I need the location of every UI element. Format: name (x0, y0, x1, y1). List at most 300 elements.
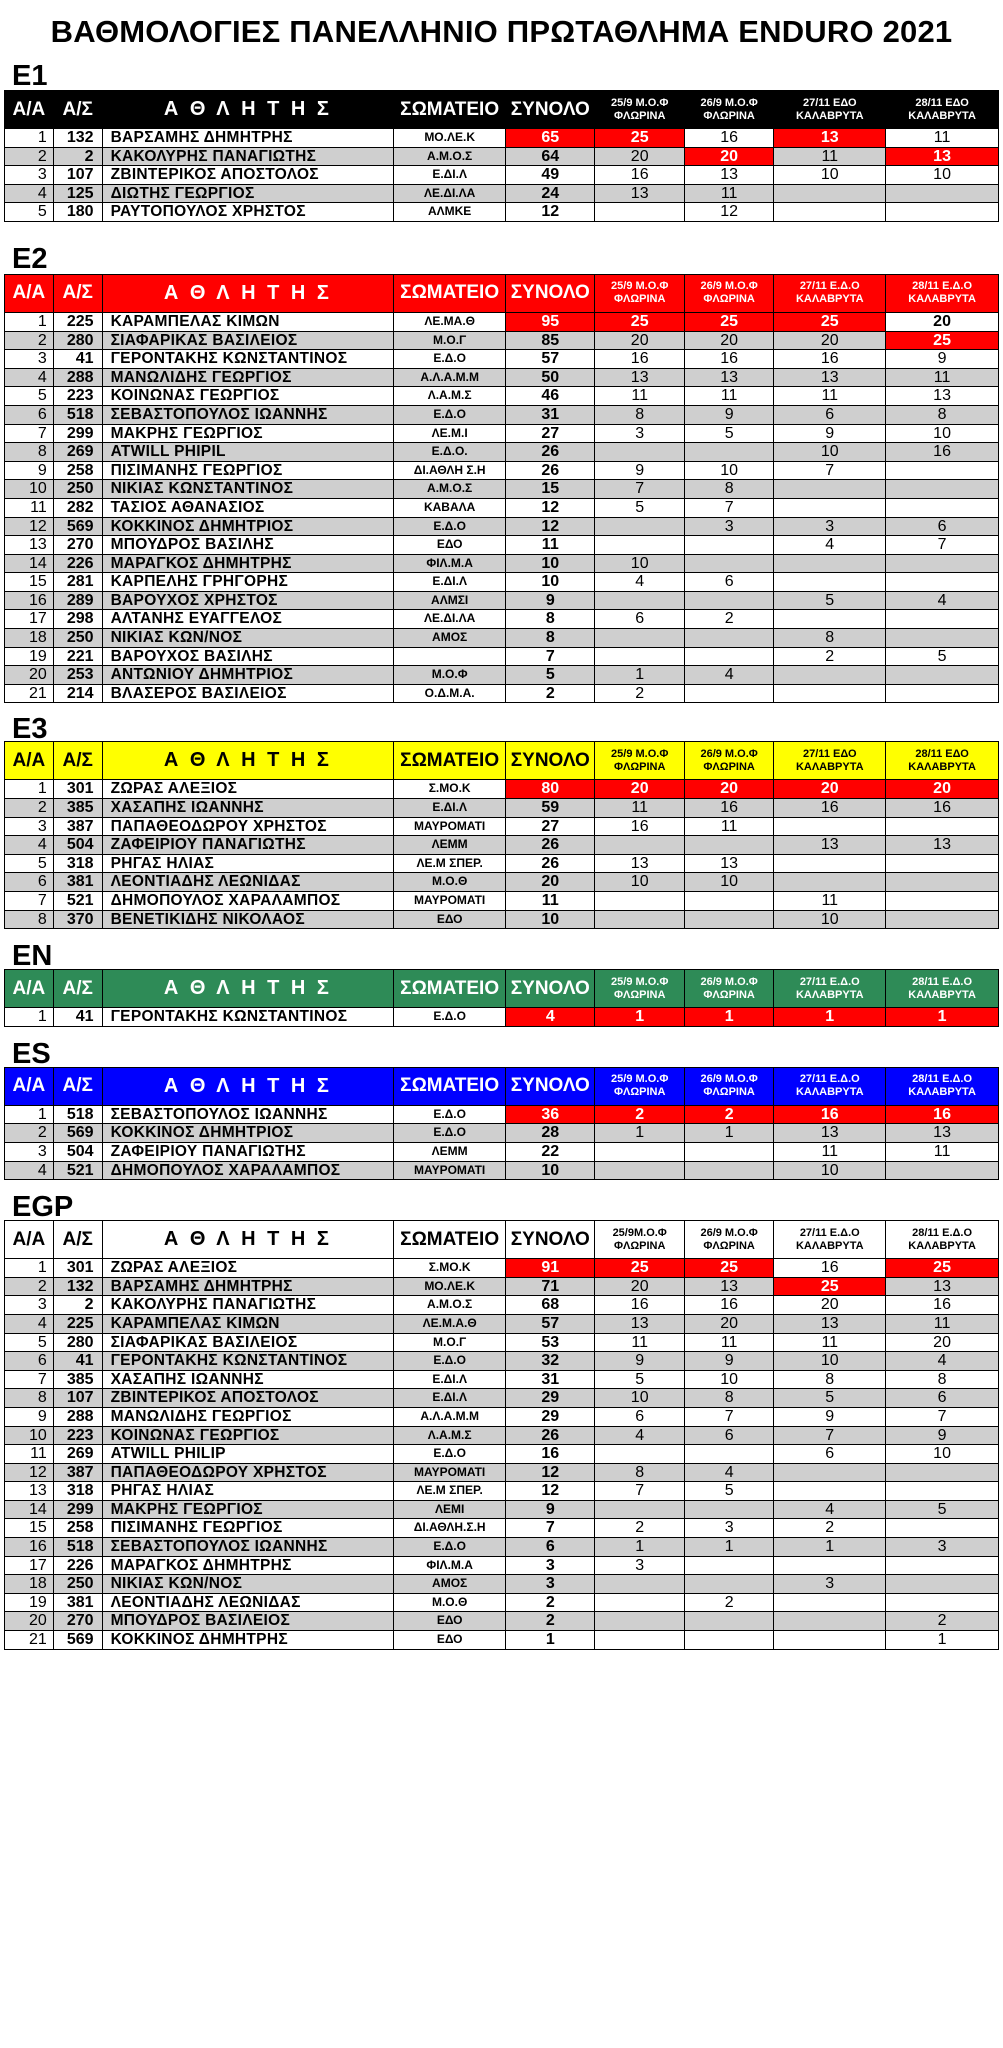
points-race-3 (774, 1631, 886, 1650)
table-row (5, 387, 999, 406)
points-race-4: 25 (886, 331, 999, 350)
rider-name: ΜΑΝΩΛΙΔΗΣ ΓΕΩΡΓΙΟΣ (102, 368, 394, 387)
points-race-1 (595, 203, 684, 222)
points-race-2 (684, 1161, 773, 1180)
points-race-1: 3 (595, 1556, 684, 1575)
points-race-1: 3 (595, 424, 684, 443)
points-race-1: 16 (595, 350, 684, 369)
points-race-2 (684, 591, 773, 610)
row-index: 15 (5, 1519, 54, 1538)
rider-name: ΧΑΣΑΠΗΣ ΙΩΑΝΝΗΣ (102, 1370, 394, 1389)
column-header: 28/11 ΕΔΟ ΚΑΛΑΒΡΥΤΑ (886, 742, 999, 780)
rider-name: ΓΕΡΟΝΤΑΚΗΣ ΚΩΝΣΤΑΝΤΙΝΟΣ (102, 1008, 394, 1027)
points-race-2 (684, 536, 773, 555)
points-race-1: 1 (595, 1008, 684, 1027)
row-index: 21 (5, 1631, 54, 1650)
points-race-1 (595, 836, 684, 855)
rider-name: ΧΑΣΑΠΗΣ ΙΩΑΝΝΗΣ (102, 799, 394, 818)
points-race-1: 25 (595, 312, 684, 331)
column-header: Α/Α (5, 742, 54, 780)
rider-number: 132 (53, 129, 102, 148)
rider-name: ΖΒΙΝΤΕΡΙΚΟΣ ΑΠΟΣΤΟΛΟΣ (102, 1389, 394, 1408)
points-race-1: 2 (595, 1105, 684, 1124)
club-name: ΑΜΟΣ (394, 629, 506, 648)
points-race-1: 11 (595, 387, 684, 406)
row-index: 11 (5, 1445, 54, 1464)
column-header: ΣΥΝΟΛΟ (506, 91, 595, 129)
club-name: Ε.ΔΙ.Λ (394, 799, 506, 818)
section-egp (4, 1191, 999, 1649)
points-race-4 (886, 873, 999, 892)
column-header: 26/9 Μ.Ο.Φ ΦΛΩΡΙΝΑ (684, 1221, 773, 1259)
row-index: 19 (5, 1593, 54, 1612)
club-name: Μ.Ο.Γ (394, 1333, 506, 1352)
club-name: Ε.ΔΙ.Λ (394, 166, 506, 185)
rider-number: 280 (53, 331, 102, 350)
total-points: 57 (506, 1314, 595, 1333)
table-row (5, 405, 999, 424)
rider-number: 385 (53, 799, 102, 818)
points-race-3 (774, 1482, 886, 1501)
points-race-1: 20 (595, 331, 684, 350)
club-name: ΛΕ.Μ.Ι (394, 424, 506, 443)
rider-number: 223 (53, 387, 102, 406)
points-race-3: 11 (774, 147, 886, 166)
column-header: Α Θ Λ Η Τ Η Σ (102, 742, 394, 780)
points-race-3: 10 (774, 910, 886, 929)
total-points: 28 (506, 1124, 595, 1143)
total-points: 31 (506, 1370, 595, 1389)
points-race-3: 13 (774, 368, 886, 387)
points-race-3: 9 (774, 1407, 886, 1426)
row-index: 14 (5, 554, 54, 573)
points-race-4: 5 (886, 1500, 999, 1519)
row-index: 3 (5, 1142, 54, 1161)
points-race-3 (774, 854, 886, 873)
points-race-4: 1 (886, 1631, 999, 1650)
points-race-4: 13 (886, 1124, 999, 1143)
total-points: 26 (506, 854, 595, 873)
row-index: 9 (5, 1407, 54, 1426)
column-header: Α/Α (5, 1067, 54, 1105)
points-race-3: 20 (774, 1296, 886, 1315)
row-index: 17 (5, 1556, 54, 1575)
section-title: E2 (12, 242, 48, 275)
table-row (5, 147, 999, 166)
rider-number: 318 (53, 1482, 102, 1501)
points-race-3: 6 (774, 1445, 886, 1464)
rider-number: 318 (53, 854, 102, 873)
points-race-1: 6 (595, 610, 684, 629)
column-header: 26/9 Μ.Ο.Φ ΦΛΩΡΙΝΑ (684, 91, 773, 129)
points-race-3: 2 (774, 647, 886, 666)
section-title: EGP (12, 1191, 74, 1224)
rider-number: 132 (53, 1277, 102, 1296)
table-row (5, 166, 999, 185)
points-race-3: 11 (774, 387, 886, 406)
standings-table (4, 741, 999, 929)
points-race-4: 3 (886, 1538, 999, 1557)
points-race-2: 8 (684, 1389, 773, 1408)
club-name: Μ.Ο.Φ (394, 666, 506, 685)
total-points: 6 (506, 1538, 595, 1557)
column-header: ΣΥΝΟΛΟ (506, 742, 595, 780)
points-race-2: 13 (684, 854, 773, 873)
total-points: 7 (506, 1519, 595, 1538)
points-race-3: 3 (774, 517, 886, 536)
points-race-4 (886, 892, 999, 911)
points-race-2 (684, 836, 773, 855)
points-race-1 (595, 1500, 684, 1519)
table-row (5, 1259, 999, 1278)
column-header: 25/9 Μ.Ο.Φ ΦΛΩΡΙΝΑ (595, 274, 684, 312)
points-race-4: 13 (886, 1277, 999, 1296)
points-race-3: 2 (774, 1519, 886, 1538)
club-name (394, 647, 506, 666)
points-race-2: 6 (684, 1426, 773, 1445)
points-race-2: 25 (684, 1259, 773, 1278)
points-race-4: 1 (886, 1008, 999, 1027)
points-race-4 (886, 573, 999, 592)
total-points: 16 (506, 1445, 595, 1464)
rider-number: 289 (53, 591, 102, 610)
points-race-4: 8 (886, 1370, 999, 1389)
points-race-2: 11 (684, 1333, 773, 1352)
column-header: 26/9 Μ.Ο.Φ ΦΛΩΡΙΝΑ (684, 274, 773, 312)
points-race-3: 25 (774, 312, 886, 331)
row-index: 5 (5, 203, 54, 222)
club-name: Ε.ΔΙ.Λ (394, 573, 506, 592)
points-race-4 (886, 684, 999, 703)
column-header: Α/Σ (53, 970, 102, 1008)
total-points: 1 (506, 1631, 595, 1650)
total-points: 53 (506, 1333, 595, 1352)
column-header: Α/Σ (53, 1067, 102, 1105)
points-race-3 (774, 573, 886, 592)
rider-number: 381 (53, 873, 102, 892)
table-row (5, 498, 999, 517)
standings-table (4, 90, 999, 222)
rider-name: ΡΗΓΑΣ ΗΛΙΑΣ (102, 1482, 394, 1501)
column-header: Α/Σ (53, 1221, 102, 1259)
row-index: 6 (5, 1352, 54, 1371)
rider-number: 370 (53, 910, 102, 929)
points-race-2: 11 (684, 387, 773, 406)
points-race-4 (886, 666, 999, 685)
column-header: Α/Σ (53, 91, 102, 129)
table-row (5, 331, 999, 350)
points-race-4: 2 (886, 1612, 999, 1631)
points-race-4: 10 (886, 1445, 999, 1464)
rider-name: ΚΑΚΟΛΥΡΗΣ ΠΑΝΑΓΙΩΤΗΣ (102, 1296, 394, 1315)
points-race-3: 5 (774, 1389, 886, 1408)
points-race-2 (684, 1575, 773, 1594)
column-header: 27/11 Ε.Δ.Ο ΚΑΛΑΒΡΥΤΑ (774, 1067, 886, 1105)
rider-name: ΠΑΠΑΘΕΟΔΩΡΟΥ ΧΡΗΣΤΟΣ (102, 1463, 394, 1482)
total-points: 57 (506, 350, 595, 369)
rider-name: ΜΠΟΥΔΡΟΣ ΒΑΣΙΛΗΣ (102, 536, 394, 555)
row-index: 16 (5, 591, 54, 610)
total-points: 32 (506, 1352, 595, 1371)
club-name: Α.Λ.Α.Μ.Μ (394, 368, 506, 387)
table-row (5, 1575, 999, 1594)
rider-name: ΛΕΟΝΤΙΑΔΗΣ ΛΕΩΝΙΔΑΣ (102, 873, 394, 892)
row-index: 4 (5, 836, 54, 855)
rider-name: ΝΙΚΙΑΣ ΚΩΝ/ΝΟΣ (102, 1575, 394, 1594)
points-race-2 (684, 647, 773, 666)
points-race-1: 10 (595, 873, 684, 892)
table-row (5, 817, 999, 836)
column-header: 28/11 Ε.Δ.Ο ΚΑΛΑΒΡΥΤΑ (886, 970, 999, 1008)
row-index: 7 (5, 1370, 54, 1389)
rider-name: ΔΗΜΟΠΟΥΛΟΣ ΧΑΡΑΛΑΜΠΟΣ (102, 1161, 394, 1180)
club-name: Ε.Δ.Ο (394, 350, 506, 369)
column-header: Α Θ Λ Η Τ Η Σ (102, 1221, 394, 1259)
points-race-1: 8 (595, 1463, 684, 1482)
rider-number: 518 (53, 1105, 102, 1124)
table-row (5, 1105, 999, 1124)
rider-name: ΚΟΙΝΩΝΑΣ ΓΕΩΡΓΙΟΣ (102, 1426, 394, 1445)
column-header: Α/Α (5, 1221, 54, 1259)
row-index: 20 (5, 666, 54, 685)
total-points: 3 (506, 1556, 595, 1575)
total-points: 20 (506, 873, 595, 892)
points-race-2: 20 (684, 1314, 773, 1333)
rider-number: 258 (53, 461, 102, 480)
club-name: Ε.ΔΙ.Λ (394, 1389, 506, 1408)
total-points: 11 (506, 892, 595, 911)
points-race-4 (886, 1463, 999, 1482)
column-header: ΣΥΝΟΛΟ (506, 1067, 595, 1105)
points-race-4: 13 (886, 836, 999, 855)
points-race-3: 16 (774, 1105, 886, 1124)
points-race-3 (774, 1612, 886, 1631)
total-points: 64 (506, 147, 595, 166)
table-row (5, 184, 999, 203)
points-race-4: 16 (886, 1296, 999, 1315)
club-name: Ε.Δ.Ο (394, 1352, 506, 1371)
column-header: 28/11 Ε.Δ.Ο ΚΑΛΑΒΡΥΤΑ (886, 274, 999, 312)
points-race-2: 11 (684, 817, 773, 836)
table-row (5, 1161, 999, 1180)
rider-number: 107 (53, 166, 102, 185)
rider-number: 298 (53, 610, 102, 629)
points-race-2: 4 (684, 666, 773, 685)
column-header: ΣΩΜΑΤΕΙΟ (394, 274, 506, 312)
table-row (5, 1612, 999, 1631)
rider-name: ΠΙΣΙΜΑΝΗΣ ΓΕΩΡΓΙΟΣ (102, 1519, 394, 1538)
points-race-4: 10 (886, 166, 999, 185)
row-index: 2 (5, 331, 54, 350)
points-race-2: 1 (684, 1538, 773, 1557)
points-race-1: 9 (595, 1352, 684, 1371)
column-header: 26/9 Μ.Ο.Φ ΦΛΩΡΙΝΑ (684, 970, 773, 1008)
rider-name: ΖΑΦΕΙΡΙΟΥ ΠΑΝΑΓΙΩΤΗΣ (102, 836, 394, 855)
points-race-2: 1 (684, 1124, 773, 1143)
row-index: 12 (5, 517, 54, 536)
club-name: ΛΕ.Μ.Α.Θ (394, 1314, 506, 1333)
column-header: 27/11 Ε.Δ.Ο ΚΑΛΑΒΡΥΤΑ (774, 970, 886, 1008)
club-name: Ε.Δ.Ο (394, 1445, 506, 1464)
table-row (5, 1426, 999, 1445)
points-race-1 (595, 517, 684, 536)
total-points: 26 (506, 461, 595, 480)
table-row (5, 461, 999, 480)
points-race-2: 25 (684, 312, 773, 331)
points-race-4: 9 (886, 1426, 999, 1445)
points-race-1: 16 (595, 817, 684, 836)
column-header: Α/Α (5, 91, 54, 129)
rider-name: ΜΑΡΑΓΚΟΣ ΔΗΜΗΤΡΗΣ (102, 554, 394, 573)
points-race-1: 7 (595, 1482, 684, 1501)
points-race-3: 11 (774, 1333, 886, 1352)
rider-number: 299 (53, 424, 102, 443)
club-name: Α.Λ.Α.Μ.Μ (394, 1407, 506, 1426)
row-index: 5 (5, 854, 54, 873)
rider-number: 280 (53, 1333, 102, 1352)
rider-number: 301 (53, 780, 102, 799)
section-title: E1 (12, 60, 48, 92)
table-row (5, 1538, 999, 1557)
club-name: Σ.ΜΟ.Κ (394, 1259, 506, 1278)
points-race-2 (684, 629, 773, 648)
rider-name: ΣΙΑΦΑΡΙΚΑΣ ΒΑΣΙΛΕΙΟΣ (102, 1333, 394, 1352)
table-row (5, 1333, 999, 1352)
club-name: Μ.Ο.Θ (394, 873, 506, 892)
row-index: 20 (5, 1612, 54, 1631)
row-index: 6 (5, 873, 54, 892)
total-points: 8 (506, 629, 595, 648)
rider-number: 569 (53, 1631, 102, 1650)
points-race-1: 4 (595, 1426, 684, 1445)
row-index: 7 (5, 424, 54, 443)
points-race-1 (595, 1142, 684, 1161)
rider-name: ΒΛΑΣΕΡΟΣ ΒΑΣΙΛΕΙΟΣ (102, 684, 394, 703)
table-row (5, 854, 999, 873)
rider-number: 41 (53, 350, 102, 369)
section-es (4, 1037, 999, 1180)
column-header: Α Θ Λ Η Τ Η Σ (102, 91, 394, 129)
total-points: 59 (506, 799, 595, 818)
club-name: ΦΙΛ.Μ.Α (394, 554, 506, 573)
club-name: Α.Μ.Ο.Σ (394, 1296, 506, 1315)
points-race-4: 4 (886, 591, 999, 610)
rider-number: 253 (53, 666, 102, 685)
points-race-4 (886, 610, 999, 629)
table-row (5, 1277, 999, 1296)
club-name: ΛΕΜΜ (394, 1142, 506, 1161)
rider-number: 269 (53, 443, 102, 462)
total-points: 10 (506, 1161, 595, 1180)
total-points: 12 (506, 1463, 595, 1482)
points-race-1: 1 (595, 1538, 684, 1557)
table-row (5, 1593, 999, 1612)
rider-number: 258 (53, 1519, 102, 1538)
points-race-4 (886, 554, 999, 573)
points-race-3 (774, 184, 886, 203)
club-name: ΜΟ.ΛΕ.Κ (394, 129, 506, 148)
table-row (5, 1124, 999, 1143)
points-race-1: 13 (595, 184, 684, 203)
table-row (5, 1296, 999, 1315)
row-index: 1 (5, 780, 54, 799)
rider-name: ΚΟΚΚΙΝΟΣ ΔΗΜΗΤΡΙΟΣ (102, 1124, 394, 1143)
points-race-3 (774, 203, 886, 222)
total-points: 9 (506, 1500, 595, 1519)
points-race-3 (774, 554, 886, 573)
rider-number: 381 (53, 1593, 102, 1612)
row-index: 16 (5, 1538, 54, 1557)
points-race-1: 4 (595, 573, 684, 592)
total-points: 12 (506, 498, 595, 517)
rider-number: 521 (53, 892, 102, 911)
total-points: 12 (506, 517, 595, 536)
points-race-4 (886, 817, 999, 836)
points-race-4 (886, 498, 999, 517)
points-race-4: 16 (886, 443, 999, 462)
table-row (5, 1519, 999, 1538)
rider-number: 2 (53, 1296, 102, 1315)
column-header: 28/11 Ε.Δ.Ο ΚΑΛΑΒΡΥΤΑ (886, 1067, 999, 1105)
points-race-2: 13 (684, 368, 773, 387)
club-name: ΜΑΥΡΟΜΑΤΙ (394, 817, 506, 836)
sections-container (4, 62, 999, 1650)
club-name: ΜΑΥΡΟΜΑΤΙ (394, 1161, 506, 1180)
club-name: Ε.ΔΙ.Λ (394, 1370, 506, 1389)
table-row (5, 554, 999, 573)
points-race-2: 5 (684, 424, 773, 443)
club-name: ΕΔΟ (394, 910, 506, 929)
points-race-4 (886, 1575, 999, 1594)
row-index: 13 (5, 536, 54, 555)
points-race-3: 1 (774, 1008, 886, 1027)
total-points: 2 (506, 1612, 595, 1631)
club-name: ΕΔΟ (394, 536, 506, 555)
points-race-2: 16 (684, 350, 773, 369)
rider-number: 301 (53, 1259, 102, 1278)
total-points: 2 (506, 684, 595, 703)
row-index: 3 (5, 166, 54, 185)
table-row (5, 591, 999, 610)
points-race-3: 10 (774, 166, 886, 185)
table-row (5, 1463, 999, 1482)
table-row (5, 573, 999, 592)
points-race-2: 6 (684, 573, 773, 592)
row-index: 8 (5, 443, 54, 462)
rider-name: ΒΕΝΕΤΙΚΙΔΗΣ ΝΙΚΟΛΑΟΣ (102, 910, 394, 929)
rider-name: ΝΙΚΙΑΣ ΚΩΝ/ΝΟΣ (102, 629, 394, 648)
points-race-3: 16 (774, 1259, 886, 1278)
section-e2 (4, 244, 999, 703)
club-name: Α.Μ.Ο.Σ (394, 147, 506, 166)
row-index: 4 (5, 1314, 54, 1333)
points-race-4: 6 (886, 1389, 999, 1408)
row-index: 3 (5, 1296, 54, 1315)
table-row (5, 1352, 999, 1371)
points-race-1: 16 (595, 166, 684, 185)
points-race-4: 16 (886, 799, 999, 818)
rider-number: 41 (53, 1008, 102, 1027)
rider-name: ΚΟΙΝΩΝΑΣ ΓΕΩΡΓΙΟΣ (102, 387, 394, 406)
row-index: 2 (5, 147, 54, 166)
table-row (5, 892, 999, 911)
points-race-2: 8 (684, 480, 773, 499)
rider-number: 226 (53, 1556, 102, 1575)
section-en (4, 940, 999, 1027)
rider-name: ΖΒΙΝΤΕΡΙΚΟΣ ΑΠΟΣΤΟΛΟΣ (102, 166, 394, 185)
rider-name: ΡΗΓΑΣ ΗΛΙΑΣ (102, 854, 394, 873)
club-name: ΕΔΟ (394, 1612, 506, 1631)
